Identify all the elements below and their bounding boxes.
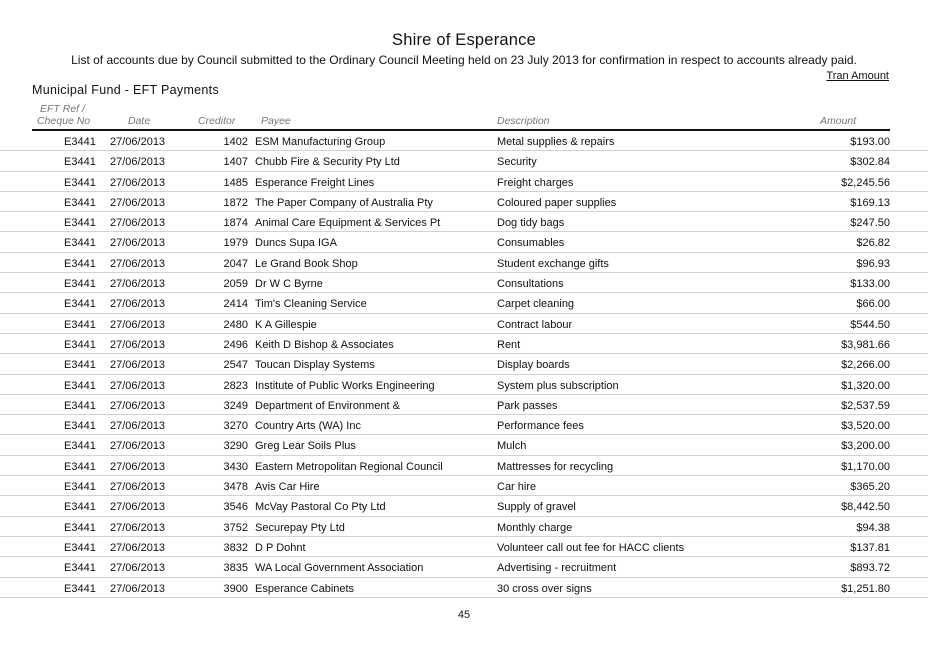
- date-cell: 27/06/2013: [110, 460, 166, 473]
- table-row: [0, 151, 928, 171]
- payments-table-body: [0, 131, 928, 598]
- table-row: [0, 172, 928, 192]
- table-row: [0, 334, 928, 354]
- creditor-cell: 2547: [223, 359, 248, 372]
- description-cell: Car hire: [497, 481, 537, 494]
- cheque-no-cell: E3441: [64, 176, 96, 189]
- payee-cell: Chubb Fire & Security Pty Ltd: [255, 156, 400, 169]
- description-cell: Park passes: [497, 399, 558, 412]
- date-cell: 27/06/2013: [110, 136, 166, 148]
- amount-cell: $1,251.80: [841, 582, 890, 595]
- cheque-no-cell: E3441: [64, 156, 96, 169]
- table-row: [0, 375, 928, 395]
- table-row: [0, 253, 928, 273]
- date-cell: 27/06/2013: [110, 257, 166, 270]
- date-cell: 27/06/2013: [110, 217, 166, 230]
- cheque-no-cell: E3441: [64, 257, 96, 270]
- payee-cell: Securepay Pty Ltd: [255, 521, 345, 534]
- payee-cell: Toucan Display Systems: [255, 359, 375, 372]
- description-cell: Student exchange gifts: [497, 257, 609, 270]
- description-cell: Carpet cleaning: [497, 298, 575, 311]
- cheque-no-cell: E3441: [64, 379, 96, 392]
- page-number: 45: [457, 609, 471, 621]
- creditor-cell: 3835: [223, 562, 248, 575]
- cheque-no-cell: E3441: [64, 562, 96, 575]
- cheque-no-cell: E3441: [64, 501, 96, 514]
- creditor-cell: 3249: [223, 399, 248, 412]
- date-cell: 27/06/2013: [110, 399, 166, 412]
- column-header-creditor: Creditor: [198, 115, 236, 127]
- creditor-cell: 3430: [223, 460, 248, 473]
- description-cell: Consultations: [497, 278, 564, 291]
- cheque-no-cell: E3441: [64, 440, 96, 453]
- description-cell: Performance fees: [497, 420, 584, 433]
- date-cell: 27/06/2013: [110, 298, 166, 311]
- cheque-no-cell: E3441: [64, 318, 96, 331]
- cheque-no-cell: E3441: [64, 460, 96, 473]
- date-cell: 27/06/2013: [110, 379, 166, 392]
- date-cell: 27/06/2013: [110, 501, 166, 514]
- description-cell: Mattresses for recycling: [497, 460, 614, 473]
- date-cell: 27/06/2013: [110, 318, 166, 331]
- payee-cell: Greg Lear Soils Plus: [255, 440, 356, 453]
- amount-cell: $302.84: [850, 156, 890, 169]
- amount-cell: $2,266.00: [841, 359, 890, 372]
- description-cell: Contract labour: [497, 318, 573, 331]
- date-cell: 27/06/2013: [110, 521, 166, 534]
- creditor-cell: 3478: [223, 481, 248, 494]
- cheque-no-cell: E3441: [64, 582, 96, 595]
- amount-cell: $94.38: [856, 521, 890, 534]
- table-row: [0, 131, 928, 151]
- cheque-no-cell: E3441: [64, 298, 96, 311]
- table-row: [0, 314, 928, 334]
- amount-cell: $2,245.56: [841, 176, 890, 189]
- description-cell: Display boards: [497, 359, 570, 372]
- table-row: [0, 415, 928, 435]
- payee-cell: D P Dohnt: [255, 541, 306, 554]
- table-row: [0, 293, 928, 313]
- payee-cell: ESM Manufacturing Group: [255, 136, 386, 148]
- date-cell: 27/06/2013: [110, 237, 166, 250]
- creditor-cell: 1407: [223, 156, 248, 169]
- cheque-no-cell: E3441: [64, 196, 96, 209]
- amount-cell: $96.93: [856, 257, 890, 270]
- page-title: Shire of Esperance: [392, 31, 536, 49]
- payee-cell: Animal Care Equipment & Services Pt: [255, 217, 441, 230]
- page-subtitle: List of accounts due by Council submitted to the Ordinary Council Meeting held on 23 July 2013 for confirmation in respect to accounts already paid.: [71, 53, 857, 67]
- amount-cell: $26.82: [856, 237, 890, 250]
- cheque-no-cell: E3441: [64, 399, 96, 412]
- date-cell: 27/06/2013: [110, 359, 166, 372]
- creditor-cell: 3270: [223, 420, 248, 433]
- date-cell: 27/06/2013: [110, 582, 166, 595]
- cheque-no-cell: E3441: [64, 217, 96, 230]
- creditor-cell: 1979: [223, 237, 248, 250]
- column-header-amount: Amount: [820, 115, 857, 127]
- amount-cell: $893.72: [850, 562, 890, 575]
- amount-cell: $133.00: [850, 278, 890, 291]
- payee-cell: Le Grand Book Shop: [255, 257, 358, 270]
- table-row: [0, 557, 928, 577]
- amount-cell: $2,537.59: [841, 399, 890, 412]
- creditor-cell: 3900: [223, 582, 248, 595]
- table-row: [0, 476, 928, 496]
- payee-cell: Tim's Cleaning Service: [255, 298, 367, 311]
- payee-cell: Esperance Cabinets: [255, 582, 355, 595]
- creditor-cell: 3832: [223, 541, 248, 554]
- table-row: [0, 496, 928, 516]
- date-cell: 27/06/2013: [110, 338, 166, 351]
- amount-cell: $247.50: [850, 217, 890, 230]
- payee-cell: Esperance Freight Lines: [255, 176, 375, 189]
- amount-cell: $544.50: [850, 318, 890, 331]
- creditor-cell: 1874: [223, 217, 248, 230]
- cheque-no-cell: E3441: [64, 420, 96, 433]
- date-cell: 27/06/2013: [110, 278, 166, 291]
- payee-cell: The Paper Company of Australia Pty: [255, 196, 433, 209]
- table-row: [0, 517, 928, 537]
- creditor-cell: 2059: [223, 278, 248, 291]
- cheque-no-cell: E3441: [64, 541, 96, 554]
- creditor-cell: 1872: [223, 196, 248, 209]
- payee-cell: K A Gillespie: [255, 318, 317, 331]
- description-cell: Coloured paper supplies: [497, 196, 617, 209]
- date-cell: 27/06/2013: [110, 176, 166, 189]
- table-row: [0, 578, 928, 598]
- date-cell: 27/06/2013: [110, 562, 166, 575]
- creditor-cell: 3752: [223, 521, 248, 534]
- table-row: [0, 232, 928, 252]
- date-cell: 27/06/2013: [110, 541, 166, 554]
- cheque-no-cell: E3441: [64, 481, 96, 494]
- creditor-cell: 2823: [223, 379, 248, 392]
- cheque-no-cell: E3441: [64, 237, 96, 250]
- creditor-cell: 3290: [223, 440, 248, 453]
- payee-cell: Eastern Metropolitan Regional Council: [255, 460, 443, 473]
- description-cell: Freight charges: [497, 176, 574, 189]
- date-cell: 27/06/2013: [110, 420, 166, 433]
- description-cell: Advertising - recruitment: [497, 562, 617, 575]
- column-header-payee: Payee: [261, 115, 291, 127]
- amount-cell: $66.00: [856, 298, 890, 311]
- amount-cell: $1,170.00: [841, 460, 890, 473]
- cheque-no-cell: E3441: [64, 521, 96, 534]
- payee-cell: Institute of Public Works Engineering: [255, 379, 435, 392]
- amount-cell: $3,200.00: [841, 440, 890, 453]
- payee-cell: Duncs Supa IGA: [255, 237, 337, 250]
- amount-cell: $1,320.00: [841, 379, 890, 392]
- payee-cell: Avis Car Hire: [255, 481, 320, 494]
- table-row: [0, 273, 928, 293]
- amount-cell: $137.81: [850, 541, 890, 554]
- table-row: [0, 395, 928, 415]
- cheque-no-cell: E3441: [64, 338, 96, 351]
- payee-cell: McVay Pastoral Co Pty Ltd: [255, 501, 386, 514]
- amount-cell: $169.13: [850, 196, 890, 209]
- amount-cell: $3,520.00: [841, 420, 890, 433]
- payee-cell: Department of Environment &: [255, 399, 400, 412]
- description-cell: Mulch: [497, 440, 527, 453]
- description-cell: Metal supplies & repairs: [497, 136, 615, 148]
- date-cell: 27/06/2013: [110, 196, 166, 209]
- tran-amount-label: Tran Amount: [826, 70, 889, 82]
- column-header-description: Description: [497, 115, 550, 127]
- cheque-no-cell: E3441: [64, 136, 96, 148]
- amount-cell: $193.00: [850, 136, 890, 148]
- payee-cell: Keith D Bishop & Associates: [255, 338, 394, 351]
- table-row: [0, 354, 928, 374]
- payee-cell: WA Local Government Association: [255, 562, 424, 575]
- column-header-ref-line1: EFT Ref /: [40, 103, 85, 115]
- description-cell: Monthly charge: [497, 521, 573, 534]
- creditor-cell: 1402: [223, 136, 248, 148]
- creditor-cell: 2496: [223, 338, 248, 351]
- description-cell: 30 cross over signs: [497, 582, 592, 595]
- amount-cell: $3,981.66: [841, 338, 890, 351]
- table-row: [0, 212, 928, 232]
- description-cell: Security: [497, 156, 537, 169]
- description-cell: Dog tidy bags: [497, 217, 565, 230]
- table-row: [0, 537, 928, 557]
- date-cell: 27/06/2013: [110, 156, 166, 169]
- description-cell: Rent: [497, 338, 521, 351]
- payee-cell: Dr W C Byrne: [255, 278, 323, 291]
- cheque-no-cell: E3441: [64, 278, 96, 291]
- date-cell: 27/06/2013: [110, 481, 166, 494]
- table-row: [0, 192, 928, 212]
- creditor-cell: 2414: [223, 298, 248, 311]
- amount-cell: $365.20: [850, 481, 890, 494]
- section-heading: Municipal Fund - EFT Payments: [32, 83, 220, 97]
- column-header-ref-line2: Cheque No: [37, 115, 91, 127]
- creditor-cell: 2480: [223, 318, 248, 331]
- amount-cell: $8,442.50: [841, 501, 890, 514]
- column-header-date: Date: [128, 115, 151, 127]
- description-cell: System plus subscription: [497, 379, 619, 392]
- creditor-cell: 3546: [223, 501, 248, 514]
- table-row: [0, 435, 928, 455]
- creditor-cell: 2047: [223, 257, 248, 270]
- date-cell: 27/06/2013: [110, 440, 166, 453]
- description-cell: Consumables: [497, 237, 565, 250]
- description-cell: Volunteer call out fee for HACC clients: [497, 541, 685, 554]
- table-row: [0, 456, 928, 476]
- payee-cell: Country Arts (WA) Inc: [255, 420, 361, 433]
- cheque-no-cell: E3441: [64, 359, 96, 372]
- creditor-cell: 1485: [223, 176, 248, 189]
- description-cell: Supply of gravel: [497, 501, 576, 514]
